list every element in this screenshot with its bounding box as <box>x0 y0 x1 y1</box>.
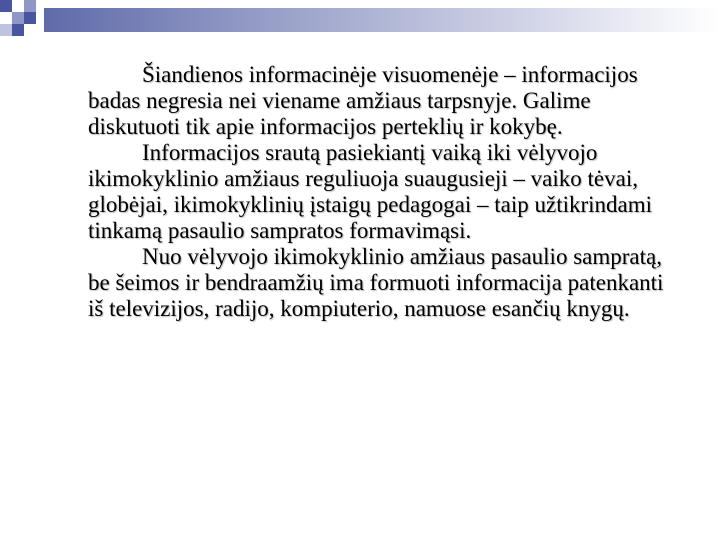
decor-square <box>0 0 12 12</box>
paragraph-1: Šiandienos informacinėje visuomenėje – informacijos badas negresia nei viename amžiaus tarpsnyje. Galime diskutuoti tik apie informacijos perteklių ir kokybę. <box>88 62 638 139</box>
decor-square <box>0 24 12 36</box>
decor-square <box>0 12 12 24</box>
slide-body <box>88 62 668 322</box>
paragraph-2: Informacijos srautą pasiekiantį vaiką iki vėlyvojo ikimokyklinio amžiaus reguliuoja suaugusieji – vaiko tėvai, globėjai, ikimokyklinių įstaigų pedagogai – taip užtikrindami tinkamą pasaulio sampratos formavimąsi. <box>88 140 653 243</box>
header-decoration <box>0 0 720 40</box>
paragraph-3: Nuo vėlyvojo ikimokyklinio amžiaus pasaulio sampratą, be šeimos ir bendraamžių ima formuoti informacija patenkanti iš televizijos, radijo, kompiuterio, namuose esančių knygų. <box>88 244 664 321</box>
decor-square <box>24 12 36 24</box>
decor-square <box>24 0 36 12</box>
decor-square <box>24 24 36 36</box>
decor-square <box>12 12 24 24</box>
decor-square <box>12 0 24 12</box>
gradient-band <box>44 8 720 32</box>
decor-square <box>12 24 24 36</box>
